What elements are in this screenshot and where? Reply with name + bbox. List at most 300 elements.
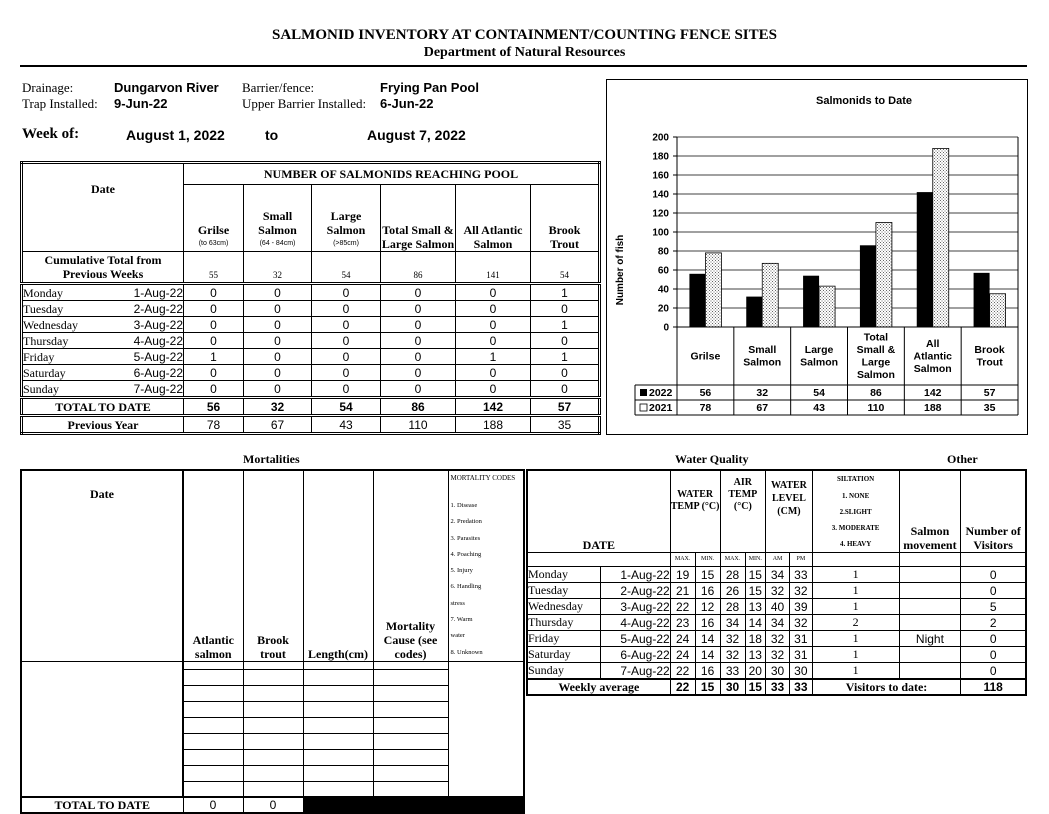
wq-amin: 18 <box>745 631 766 647</box>
header-rule <box>20 65 1027 67</box>
wq-movement <box>899 663 961 680</box>
mort-length-cell[interactable] <box>303 701 373 717</box>
day-date: 1-Aug-22 <box>133 285 183 300</box>
total-grilse: 56 <box>184 398 244 416</box>
y-tick-label: 180 <box>652 151 669 163</box>
water-temp-label: WATER TEMP (°C) <box>670 489 720 512</box>
mort-row <box>21 717 524 733</box>
trap-label: Trap Installed: <box>22 96 98 111</box>
salmonids-table <box>20 161 601 435</box>
day-value: 0 <box>456 333 531 349</box>
prev-grilse: 78 <box>184 416 244 434</box>
mort-brook-cell[interactable] <box>243 749 303 765</box>
wq-wmin: 12 <box>695 599 720 615</box>
day-row <box>22 333 600 349</box>
day-value: 0 <box>381 365 456 381</box>
wq-amax: 28 <box>720 599 745 615</box>
mort-length-cell[interactable] <box>303 685 373 701</box>
weekly-am: 33 <box>766 679 790 695</box>
wq-subheader-row <box>527 553 1026 567</box>
day-value: 0 <box>244 301 312 317</box>
mort-cause-cell[interactable] <box>373 781 448 797</box>
day-value: 0 <box>244 381 312 398</box>
wq-wmin: 14 <box>695 631 720 647</box>
wq-row <box>527 599 1026 615</box>
am-label: AM <box>766 553 790 567</box>
mort-atlantic-cell[interactable] <box>183 733 243 749</box>
wq-amax: 34 <box>720 615 745 631</box>
weekly-amax: 30 <box>720 679 745 695</box>
silt-code-3: 3. MODERATE <box>831 524 880 532</box>
wq-day: Monday <box>527 567 601 583</box>
day-cell <box>22 365 184 381</box>
col-brook-trout: Brook Trout <box>548 223 581 251</box>
day-name: Monday <box>23 285 63 300</box>
wq-am: 40 <box>766 599 790 615</box>
day-value: 0 <box>312 317 381 333</box>
day-name: Tuesday <box>23 301 64 316</box>
data-label-2021: 43 <box>813 402 825 414</box>
mort-total-atlantic: 0 <box>183 797 243 813</box>
water-quality-title: Water Quality <box>675 452 749 466</box>
wq-am: 32 <box>766 631 790 647</box>
col-large-salmon: Large Salmon <box>326 209 366 237</box>
prev-brook: 35 <box>531 416 600 434</box>
pm-label: PM <box>789 553 812 567</box>
mort-date-header: Date <box>21 470 183 661</box>
day-cell <box>22 317 184 333</box>
bar-2022 <box>974 273 990 327</box>
wq-wmax: 19 <box>670 567 695 583</box>
mort-brook-cell[interactable] <box>243 685 303 701</box>
mortality-code: 5. Injury <box>450 567 473 575</box>
y-tick-label: 200 <box>652 132 669 144</box>
page-subtitle: Department of Natural Resources <box>423 45 626 60</box>
wq-movement <box>899 647 961 663</box>
total-total: 86 <box>381 398 456 416</box>
data-label-2021: 35 <box>983 402 996 414</box>
wq-pm: 32 <box>789 615 812 631</box>
wq-siltation: 1 <box>812 567 899 583</box>
day-value: 0 <box>381 381 456 398</box>
upper-barrier-value: 6-Jun-22 <box>380 96 434 111</box>
day-value: 0 <box>531 365 600 381</box>
day-date: 7-Aug-22 <box>133 381 183 396</box>
day-row <box>22 301 600 317</box>
mort-total-blackout <box>303 797 524 813</box>
silt-code-1: 1. NONE <box>842 492 870 500</box>
siltation-label: SILTATION <box>837 475 875 483</box>
total-atlantic: 142 <box>456 398 531 416</box>
total-brook: 57 <box>531 398 600 416</box>
day-value: 1 <box>531 284 600 301</box>
salmonids-group-title: NUMBER OF SALMONIDS REACHING POOL <box>184 163 600 185</box>
mortality-code: 1. Disease <box>450 502 478 509</box>
day-value: 0 <box>381 333 456 349</box>
data-label-2022: 56 <box>699 387 712 399</box>
day-value: 0 <box>456 284 531 301</box>
cum-small: 32 <box>244 252 312 284</box>
week-to: to <box>265 127 279 143</box>
day-value: 0 <box>456 301 531 317</box>
wq-pm: 39 <box>789 599 812 615</box>
data-label-2021: 67 <box>756 402 769 414</box>
day-date: 3-Aug-22 <box>133 317 183 332</box>
prev-large: 43 <box>312 416 381 434</box>
silt-code-4: 4. HEAVY <box>839 540 872 548</box>
barrier-value: Frying Pan Pool <box>380 80 479 95</box>
wq-row <box>527 647 1026 663</box>
mort-cause-cell[interactable] <box>373 733 448 749</box>
total-small: 32 <box>244 398 312 416</box>
wq-visitors: 0 <box>961 663 1026 680</box>
day-value: 0 <box>184 284 244 301</box>
wq-pm: 32 <box>789 583 812 599</box>
mort-cause-cell[interactable] <box>373 765 448 781</box>
day-value: 1 <box>184 349 244 365</box>
weekly-label: Weekly average <box>527 679 670 695</box>
mort-brook-cell[interactable] <box>243 781 303 797</box>
mort-atlantic-cell[interactable] <box>183 781 243 797</box>
day-row <box>22 349 600 365</box>
mort-length-cell[interactable] <box>303 717 373 733</box>
x-category-label: All Atlantic Salmon <box>913 337 953 375</box>
wq-wmax: 22 <box>670 663 695 680</box>
mort-brook-cell[interactable] <box>243 765 303 781</box>
mort-atlantic-cell[interactable] <box>183 717 243 733</box>
day-value: 0 <box>184 381 244 398</box>
bar-2022 <box>917 192 933 327</box>
wq-am: 34 <box>766 615 790 631</box>
y-tick-label: 20 <box>657 303 669 315</box>
x-category-label: Brook Trout <box>974 344 1005 369</box>
day-value: 0 <box>456 365 531 381</box>
cum-atlantic: 141 <box>456 252 531 284</box>
x-category-label: Grilse <box>690 350 721 363</box>
wq-day: Friday <box>527 631 601 647</box>
day-value: 0 <box>531 381 600 398</box>
mortality-codes <box>448 470 524 661</box>
day-date: 6-Aug-22 <box>133 365 183 380</box>
wq-movement: Night <box>899 631 961 647</box>
mort-atlantic-cell[interactable] <box>183 765 243 781</box>
mort-cause-header: Mortality Cause (see codes) <box>373 470 448 661</box>
weekly-pm: 33 <box>789 679 812 695</box>
y-tick-label: 100 <box>652 227 669 239</box>
cum-grilse: 55 <box>184 252 244 284</box>
wq-day: Saturday <box>527 647 601 663</box>
wq-am: 32 <box>766 583 790 599</box>
wq-amax: 26 <box>720 583 745 599</box>
mort-row <box>21 685 524 701</box>
wq-siltation: 1 <box>812 663 899 680</box>
mort-atlantic-header: Atlantic salmon <box>183 470 243 661</box>
wq-visitors: 0 <box>961 631 1026 647</box>
day-name: Wednesday <box>23 317 79 332</box>
wq-movement <box>899 583 961 599</box>
mortality-code: 6. Handling <box>450 583 482 591</box>
data-label-2021: 110 <box>867 402 885 414</box>
day-row <box>22 284 600 301</box>
wq-siltation: 1 <box>812 583 899 599</box>
mort-length-cell[interactable] <box>303 765 373 781</box>
y-tick-label: 160 <box>652 170 669 182</box>
mort-cause-cell[interactable] <box>373 685 448 701</box>
amax-label: MAX. <box>720 553 745 567</box>
wq-wmin: 14 <box>695 647 720 663</box>
mort-brook-cell[interactable] <box>243 733 303 749</box>
wq-amax: 28 <box>720 567 745 583</box>
air-temp-header <box>720 470 766 553</box>
wq-amax: 33 <box>720 663 745 680</box>
mort-cause-cell[interactable] <box>373 717 448 733</box>
day-value: 0 <box>244 365 312 381</box>
mort-brook-cell[interactable] <box>243 701 303 717</box>
wq-movement <box>899 615 961 631</box>
visitors-to-date-label: Visitors to date: <box>812 679 961 695</box>
wq-row <box>527 631 1026 647</box>
water-level-label: WATER LEVEL (CM) <box>770 480 807 517</box>
wq-row <box>527 567 1026 583</box>
mort-brook-cell[interactable] <box>243 661 303 669</box>
week-start: August 1, 2022 <box>126 127 225 143</box>
wq-date-header: DATE <box>527 470 670 553</box>
wq-row <box>527 615 1026 631</box>
day-value: 0 <box>381 349 456 365</box>
day-cell <box>22 301 184 317</box>
legend-swatch-2022 <box>640 389 647 396</box>
mort-length-header: Length(cm) <box>303 470 373 661</box>
wq-day: Sunday <box>527 663 601 680</box>
day-cell <box>22 333 184 349</box>
wq-amin: 13 <box>745 599 766 615</box>
mort-cause-cell[interactable] <box>373 669 448 685</box>
cum-large: 54 <box>312 252 381 284</box>
day-value: 0 <box>531 333 600 349</box>
mort-cause-cell[interactable] <box>373 749 448 765</box>
wq-visitors: 0 <box>961 647 1026 663</box>
siltation-header <box>812 470 899 553</box>
day-value: 0 <box>184 365 244 381</box>
mort-length-cell[interactable] <box>303 781 373 797</box>
chart-title: Salmonids to Date <box>816 95 912 107</box>
water-quality-table <box>526 469 1027 696</box>
chart-ylabel: Number of fish <box>615 234 626 306</box>
data-label-2022: 54 <box>813 387 825 399</box>
x-category-label: Total Small & Large Salmon <box>856 331 896 381</box>
mort-length-cell[interactable] <box>303 733 373 749</box>
wq-pm: 31 <box>789 631 812 647</box>
wq-day: Tuesday <box>527 583 601 599</box>
mort-row <box>21 781 524 797</box>
y-tick-label: 40 <box>657 284 669 296</box>
drainage-label: Drainage: <box>22 80 74 95</box>
wq-movement <box>899 599 961 615</box>
day-value: 1 <box>456 349 531 365</box>
col-grilse: Grilse <box>197 223 230 237</box>
water-temp-header <box>670 470 720 553</box>
bar-2022 <box>746 297 762 327</box>
cum-total: 86 <box>381 252 456 284</box>
day-date: 4-Aug-22 <box>133 333 183 348</box>
wq-siltation: 2 <box>812 615 899 631</box>
mort-row <box>21 661 524 669</box>
mortality-code: 4. Poaching <box>450 550 482 558</box>
mortality-code: 8. Unknown <box>450 648 483 656</box>
mort-atlantic-cell[interactable] <box>183 661 243 669</box>
trap-value: 9-Jun-22 <box>114 96 168 111</box>
data-label-2021: 78 <box>699 402 712 414</box>
day-value: 0 <box>184 301 244 317</box>
wq-date: 5-Aug-22 <box>601 631 670 647</box>
wq-day: Thursday <box>527 615 601 631</box>
mort-atlantic-cell[interactable] <box>183 685 243 701</box>
day-date: 2-Aug-22 <box>133 301 183 316</box>
wq-date: 6-Aug-22 <box>601 647 670 663</box>
mort-length-cell[interactable] <box>303 669 373 685</box>
day-value: 1 <box>531 317 600 333</box>
mortality-code: 2. Predation <box>450 518 482 526</box>
upper-barrier-label: Upper Barrier Installed: <box>242 96 367 111</box>
amin-label: MIN. <box>745 553 766 567</box>
mort-row <box>21 701 524 717</box>
wmin-label: MIN. <box>695 553 720 567</box>
day-value: 0 <box>312 381 381 398</box>
wq-wmax: 24 <box>670 631 695 647</box>
wmax-label: MAX. <box>670 553 695 567</box>
day-value: 0 <box>312 284 381 301</box>
mort-row <box>21 749 524 765</box>
wq-visitors: 0 <box>961 583 1026 599</box>
data-label-2022: 86 <box>870 387 882 399</box>
mort-atlantic-cell[interactable] <box>183 749 243 765</box>
drainage-value: Dungarvon River <box>114 80 219 95</box>
mort-atlantic-cell[interactable] <box>183 669 243 685</box>
mort-cause-cell[interactable] <box>373 701 448 717</box>
wq-wmax: 24 <box>670 647 695 663</box>
total-row <box>22 398 600 416</box>
wq-date: 3-Aug-22 <box>601 599 670 615</box>
legend-2022: 2022 <box>649 387 673 399</box>
wq-amin: 14 <box>745 615 766 631</box>
day-value: 0 <box>184 317 244 333</box>
mortality-code: water <box>450 632 465 640</box>
day-cell <box>22 381 184 398</box>
wq-am: 34 <box>766 567 790 583</box>
bar-2021 <box>705 253 721 327</box>
chart-frame <box>606 79 1028 435</box>
day-name: Saturday <box>23 365 66 380</box>
mort-total-brook: 0 <box>243 797 303 813</box>
movement-header: Salmon movement <box>899 470 961 553</box>
mort-brook-cell[interactable] <box>243 717 303 733</box>
mortality-code: 3. Parasites <box>450 534 481 542</box>
wq-visitors: 0 <box>961 567 1026 583</box>
mort-brook-header: Brook trout <box>243 470 303 661</box>
x-category-label: Large Salmon <box>800 344 839 369</box>
day-value: 0 <box>244 349 312 365</box>
day-row <box>22 365 600 381</box>
mort-atlantic-cell[interactable] <box>183 701 243 717</box>
wq-wmin: 16 <box>695 583 720 599</box>
wq-wmax: 22 <box>670 599 695 615</box>
mortality-code: 7. Warm <box>450 616 473 624</box>
mortalities-table <box>20 469 525 814</box>
mort-row <box>21 765 524 781</box>
wq-amin: 15 <box>745 583 766 599</box>
day-value: 0 <box>381 284 456 301</box>
wq-day: Wednesday <box>527 599 601 615</box>
wq-wmax: 23 <box>670 615 695 631</box>
data-label-2022: 142 <box>923 387 942 399</box>
mort-total-label: TOTAL TO DATE <box>21 797 183 813</box>
air-temp-label: AIR TEMP (°C) <box>728 477 758 512</box>
codes-title: MORTALITY CODES <box>450 474 516 482</box>
mort-cause-cell[interactable] <box>373 661 448 669</box>
salmonids-chart <box>607 80 1027 434</box>
wq-amin: 13 <box>745 647 766 663</box>
silt-code-2: 2.SLIGHT <box>839 508 872 516</box>
water-level-header <box>766 470 813 553</box>
wq-am: 32 <box>766 647 790 663</box>
data-label-2021: 188 <box>923 402 942 414</box>
col-total-small-large: Total Small & Large Salmon <box>381 223 455 251</box>
weekly-amin: 15 <box>745 679 766 695</box>
day-row <box>22 317 600 333</box>
wq-row <box>527 663 1026 680</box>
col-all-atlantic: All Atlantic Salmon <box>463 223 523 251</box>
col-small-salmon: Small Salmon <box>258 209 297 237</box>
prev-atlantic: 188 <box>456 416 531 434</box>
day-value: 0 <box>312 365 381 381</box>
mort-length-cell[interactable] <box>303 749 373 765</box>
mort-length-cell[interactable] <box>303 661 373 669</box>
prev-small: 67 <box>244 416 312 434</box>
wq-visitors: 5 <box>961 599 1026 615</box>
day-value: 0 <box>244 333 312 349</box>
page-title: SALMONID INVENTORY AT CONTAINMENT/COUNTING FENCE SITES <box>272 27 777 43</box>
day-value: 0 <box>456 381 531 398</box>
day-date: 5-Aug-22 <box>133 349 183 364</box>
cumulative-row <box>22 252 600 284</box>
day-value: 1 <box>531 349 600 365</box>
wq-visitors: 2 <box>961 615 1026 631</box>
date-header: Date <box>22 163 184 252</box>
wq-pm: 31 <box>789 647 812 663</box>
bar-2022 <box>860 245 876 327</box>
day-value: 0 <box>244 284 312 301</box>
y-tick-label: 60 <box>657 265 669 277</box>
wq-wmin: 15 <box>695 567 720 583</box>
wq-date: 7-Aug-22 <box>601 663 670 680</box>
day-value: 0 <box>184 333 244 349</box>
day-name: Thursday <box>23 333 69 348</box>
day-row <box>22 381 600 398</box>
day-name: Sunday <box>23 381 59 396</box>
day-cell <box>22 349 184 365</box>
y-tick-label: 0 <box>663 322 669 334</box>
mort-row <box>21 669 524 685</box>
mort-brook-cell[interactable] <box>243 669 303 685</box>
week-label: Week of: <box>22 126 80 142</box>
wq-am: 30 <box>766 663 790 680</box>
day-value: 0 <box>381 301 456 317</box>
wq-amax: 32 <box>720 631 745 647</box>
wq-movement <box>899 567 961 583</box>
visitors-to-date: 118 <box>961 679 1026 695</box>
mortalities-title: Mortalities <box>243 452 300 466</box>
wq-wmax: 21 <box>670 583 695 599</box>
